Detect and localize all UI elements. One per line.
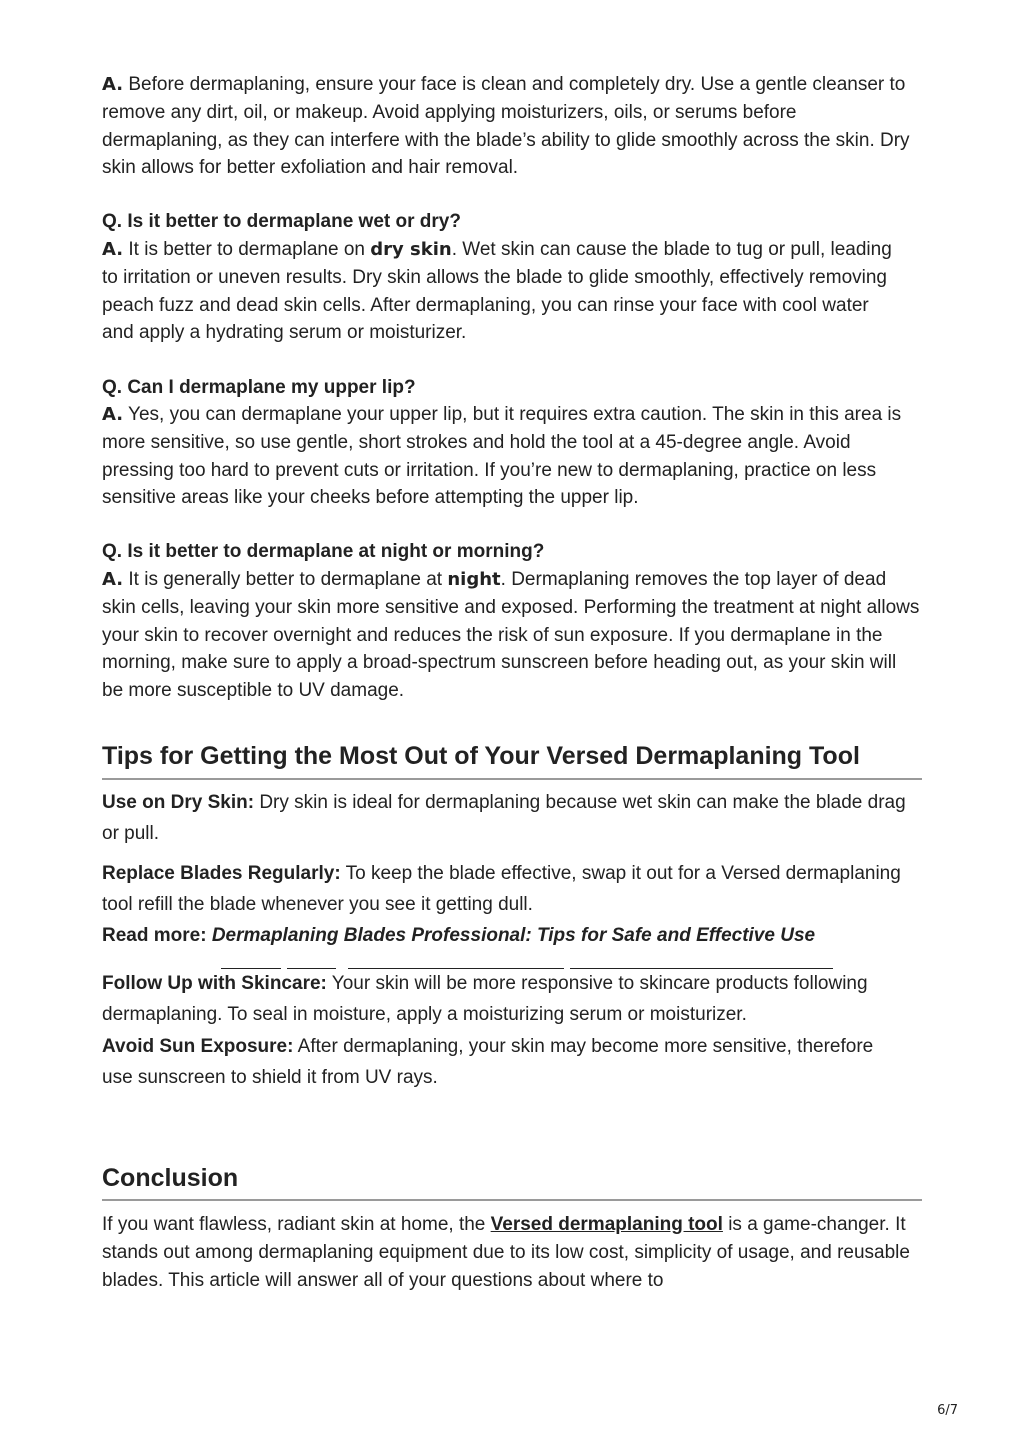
read-more [102,921,922,952]
tip-text: After dermaplaning, your skin may become more sensitive, therefore use sunscreen to shield it from UV rays. [102,1036,874,1088]
answer-label: A. [102,239,124,260]
tip-item [102,1032,882,1093]
conclusion-text-pre: If you want flawless, radiant skin at home, the [102,1214,491,1235]
tip-item [102,859,922,920]
intro-answer [102,71,912,182]
tip-text: Your skin will be more responsive to skincare products following dermaplaning. To seal in moisture, apply a moisturizing serum or moisturizer. [102,973,868,1025]
conclusion-text-post: is a game-changer. It stands out among dermaplaning equipment due to its low cost, simplicity of usage, and reusable blades. This article will answer all of your questions about where to [102,1214,910,1291]
answer-text: . Wet skin can cause the blade to tug or pull, leading to irritation or uneven results. Dry skin allows the blade to glide smoothly, effectively removing peach fuzz and dead skin cells. After dermaplaning, you can rinse your face with cool water and apply a hydrating serum or moisturizer. [102,239,892,344]
tip-text: Dry skin is ideal for dermaplaning because wet skin can make the blade drag or pull. [102,792,906,844]
answer-emphasis: dry skin [370,239,452,260]
page-number: 6/7 [937,1403,958,1418]
section-heading: Conclusion [102,1164,239,1192]
faq-answer [102,566,922,705]
tip-item [102,788,922,849]
tip-title: Replace Blades Regularly: [102,863,341,884]
tip-title: Follow Up with Skincare: [102,973,327,994]
answer-text: It is better to dermaplane on [123,239,371,260]
heading-divider [102,778,922,780]
faq-question: Q. Is it better to dermaplane at night or morning? [102,541,545,562]
read-more-link[interactable]: Dermaplaning Blades Professional: Tips for Safe and Effective Use [211,925,816,946]
answer-label: A. [102,569,124,590]
versed-tool-link[interactable]: Versed dermaplaning tool [490,1214,723,1235]
heading-divider [102,1199,922,1201]
tip-text: To keep the blade effective, swap it out for a Versed dermaplaning tool refill the blade whenever you see it getting dull. [102,863,901,915]
answer-text: . Dermaplaning removes the top layer of dead skin cells, leaving your skin more sensitive and exposed. Performing the treatment at night allows your skin to recover overnight and reduces the risk of sun exposure. If you dermaplane in the morning, make sure to apply a broad-spectrum sunscreen before heading out, as your skin will be more susceptible to UV damage. [102,569,920,702]
faq-answer [102,401,920,512]
answer-label: A. [102,74,124,95]
tip-title: Use on Dry Skin: [102,792,255,813]
answer-text: Yes, you can dermaplane your upper lip, but it requires extra caution. The skin in this area is more sensitive, so use gentle, short strokes and hold the tool at a 45-degree angle. Avoid pressing too hard to prevent cuts or irritation. If you’re new to dermaplaning, practice on less sensitive areas like your cheeks before attempting the upper lip. [102,404,902,509]
answer-text: It is generally better to dermaplane at [123,569,448,590]
tip-item [102,969,922,1030]
answer-text: Before dermaplaning, ensure your face is clean and completely dry. Use a gentle cleanser to remove any dirt, oil, or makeup. Avoid applying moisturizers, oils, or serums before dermaplaning, as they can interfere with the blade’s ability to glide smoothly across the skin. Dry skin allows for better exfoliation and hair removal. [102,74,910,179]
faq-question: Q. Is it better to dermaplane wet or dry? [102,211,461,232]
answer-emphasis: night [447,569,501,590]
tip-title: Avoid Sun Exposure: [102,1036,294,1057]
section-heading: Tips for Getting the Most Out of Your Versed Dermaplaning Tool [102,742,860,770]
conclusion-text [102,1211,917,1294]
faq-question: Q. Can I dermaplane my upper lip? [102,377,416,398]
faq-answer [102,236,902,347]
read-more-label: Read more: [102,925,207,946]
answer-label: A. [102,404,124,425]
